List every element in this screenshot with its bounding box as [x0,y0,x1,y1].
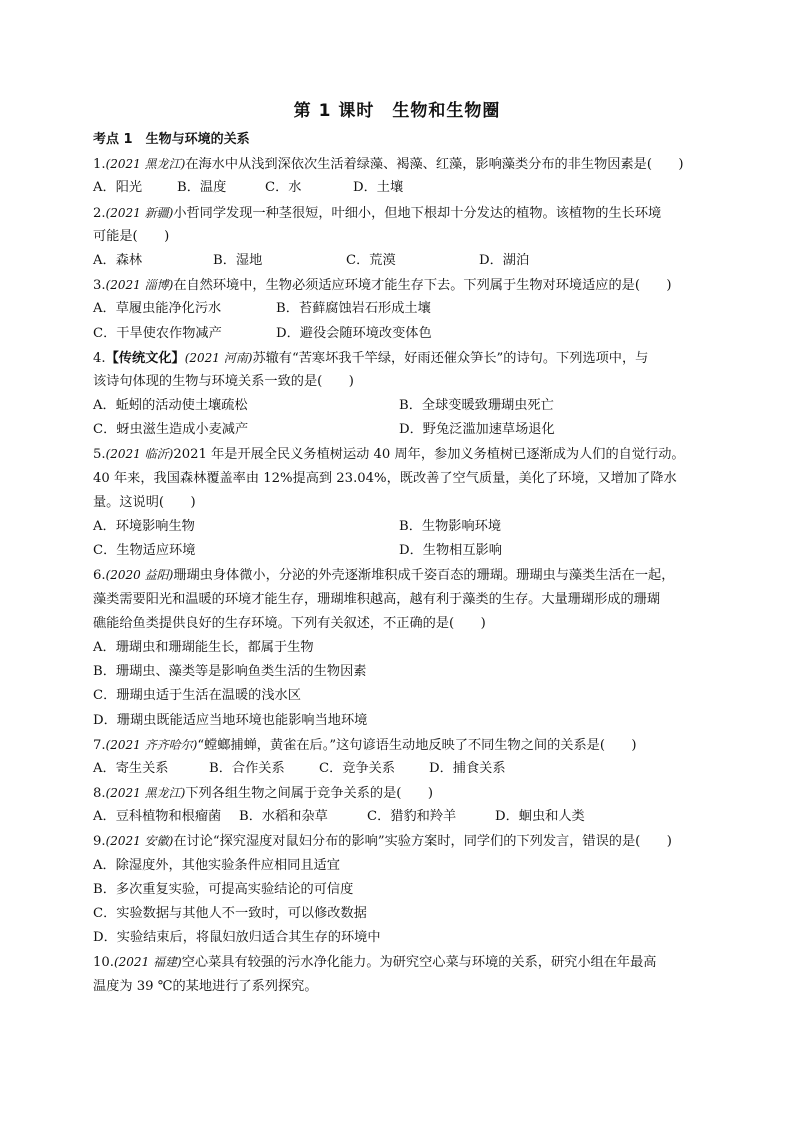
question-10-stem: 10.(2021 福建)空心菜具有较强的污水净化能力。为研究空心菜与环境的关系，研究小组在年最高 [93,955,657,971]
option-a: A．蚯蚓的活动使土壤疏松 [93,398,248,414]
option-a: A．草履虫能净化污水 [93,301,222,317]
option-d: D．捕食关系 [429,760,506,776]
option-d: D．湖泊 [479,252,530,268]
option-b: B．珊瑚虫、藻类等是影响鱼类生活的生物因素 [93,664,367,680]
option-d: D．珊瑚虫既能适应当地环境也能影响当地环境 [93,712,368,728]
option-a: A．除湿度外，其他实验条件应相同且适宜 [93,857,340,873]
question-5-stem-cont-1: 40 年来，我国森林覆盖率由 12%提高到 23.04%，既改善了空气质量，美化了环境，又增加了降水 [93,470,677,486]
option-c: C．猎豹和羚羊 [367,809,457,825]
option-b: B．合作关系 [209,760,285,776]
option-d: D．避役会随环境改变体色 [276,325,432,341]
question-4-stem-cont: 该诗句体现的生物与环境关系一致的是( ) [93,373,354,389]
question-7-stem: 7.(2021 齐齐哈尔)“螳螂捕蝉，黄雀在后。”这句谚语生动地反映了不同生物之间的关系是( ) [93,737,637,753]
option-b: B．温度 [177,180,227,196]
question-8-options [93,805,705,829]
content [93,128,705,999]
question-4-options-row1 [93,394,705,418]
question-2-stem-cont: 可能是( ) [93,228,170,244]
option-c: C．水 [265,180,302,196]
option-b: B．水稻和杂草 [239,809,328,825]
question-5-stem-cont-2: 量。这说明( ) [93,494,196,510]
question-4-stem: 4.【传统文化】(2021 河南)苏辙有“苦寒坏我千竿绿，好雨还催众笋长”的诗句。下列选项中，与 [93,350,649,366]
question-1-stem: 1.(2021 黑龙江)在海水中从浅到深依次生活着绿藻、褐藻、红藻，影响藻类分布的非生物因素是( ) [93,157,684,173]
question-5-options-row2 [93,539,705,563]
option-c: C．荒漠 [346,252,396,268]
option-d: D．野兔泛滥加速草场退化 [399,422,555,438]
option-c: C．干旱使农作物减产 [93,325,222,341]
question-10-stem-cont: 温度为 39 ℃的某地进行了系列探究。 [93,978,318,994]
option-a: A．森林 [93,252,143,268]
question-3-options-row1 [93,297,705,321]
option-d: D．生物相互影响 [399,543,502,559]
question-8-stem: 8.(2021 黑龙江)下列各组生物之间属于竞争关系的是( ) [93,786,433,802]
page-title: 第 1 课时 生物和生物圈 [293,101,501,121]
option-c: C．珊瑚虫适于生活在温暖的浅水区 [93,688,301,704]
question-5-stem: 5.(2021 临沂)2021 年是开展全民义务植树运动 40 周年，参加义务植树已逐渐成为人们的自觉行动。 [93,447,685,463]
question-5-options-row1 [93,515,705,539]
question-7-options [93,757,705,781]
option-a: A．豆科植物和根瘤菌 [93,809,222,825]
option-b: B．多次重复实验，可提高实验结论的可信度 [93,881,354,897]
question-3-stem: 3.(2021 淄博)在自然环境中，生物必须适应环境才能生存下去。下列属于生物对环境适应的是( ) [93,278,672,294]
question-6-stem-cont-2: 礁能给鱼类提供良好的生存环境。下列有关叙述，不正确的是( ) [93,615,486,631]
question-2-options [93,249,705,273]
question-4-options-row2 [93,418,705,442]
option-b: B．湿地 [213,252,263,268]
option-c: C．实验数据与其他人不一致时，可以修改数据 [93,906,367,921]
option-b: B．生物影响环境 [399,519,502,534]
option-d: D．实验结束后，将鼠妇放归适合其生存的环境中 [93,930,381,946]
question-9-stem: 9.(2021 安徽)在讨论“探究湿度对鼠妇分布的影响”实验方案时，同学们的下列发言，错误的是( ) [93,834,672,850]
option-c: C．生物适应环境 [93,543,196,559]
option-a: A．珊瑚虫和珊瑚能生长，都属于生物 [93,639,314,655]
option-a: A．环境影响生物 [93,519,195,534]
option-b: B．苔藓腐蚀岩石形成土壤 [276,301,431,317]
option-b: B．全球变暖致珊瑚虫死亡 [399,398,554,414]
option-d: D．土壤 [353,180,404,196]
option-a: A．阳光 [93,180,143,196]
question-3-options-row2 [93,322,705,346]
question-2-stem: 2.(2021 新疆)小哲同学发现一种茎很短，叶细小，但地下根却十分发达的植物。该植物的生长环境 [93,205,662,221]
section-heading: 考点 1 生物与环境的关系 [93,132,250,147]
question-1-options [93,176,705,200]
question-6-stem-cont-1: 藻类需要阳光和温暖的环境才能生存，珊瑚堆积越高，越有利于藻类的生存。大量珊瑚形成的珊瑚 [93,591,661,607]
option-c: C．蚜虫滋生造成小麦减产 [93,422,249,438]
option-d: D．蛔虫和人类 [495,809,585,825]
question-6-stem: 6.(2020 益阳)珊瑚虫身体微小，分泌的外壳逐渐堆积成千姿百态的珊瑚。珊瑚虫与藻类生活在一起， [93,568,675,584]
option-a: A．寄生关系 [93,760,169,776]
option-c: C．竞争关系 [319,760,396,776]
